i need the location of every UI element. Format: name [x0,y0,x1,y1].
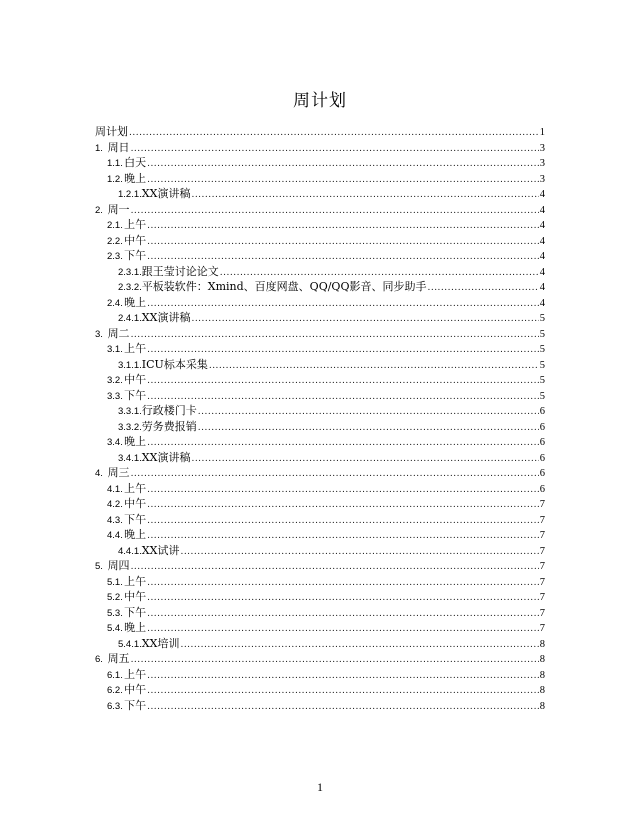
toc-entry-title: 跟王莹讨论论文 [141,264,219,278]
toc-entry[interactable] [95,543,545,559]
toc-entry-number: 5.1. [107,576,123,588]
toc-leader-dots [131,328,539,344]
toc-entry-page: 1 [539,127,545,138]
toc-entry-number: 5. [95,561,103,572]
page-number: 1 [317,780,323,794]
toc-entry-number: 3.1.1. [118,359,142,371]
toc-entry[interactable] [95,496,545,512]
toc-leader-dots [180,638,538,654]
toc-entry-title: XX培训 [141,636,180,650]
toc-entry-title: 周二 [107,326,130,340]
toc-entry-title: 中午 [124,497,147,510]
toc-entry-title: 中午 [124,590,147,603]
toc-entry[interactable] [95,388,545,404]
toc-entry-page: 4 [539,251,545,262]
toc-entry[interactable] [95,326,545,342]
toc-entry-number: 4. [95,468,103,479]
toc-entry-title: XX演讲稿 [141,450,191,464]
toc-entry-number: 2.3.2. [118,282,142,293]
toc-entry[interactable] [95,589,545,605]
toc-entry-title: 周一 [107,202,130,216]
toc-entry-page: 3 [539,173,545,185]
toc-entry[interactable] [95,682,545,698]
toc-entry-number: 2.3. [107,251,123,262]
toc-entry-page: 8 [539,700,545,712]
toc-leader-dots [147,591,539,607]
toc-entry[interactable] [95,279,545,295]
toc-entry-number: 2.1. [107,220,123,231]
page-title: 周计划 [293,91,347,111]
toc-leader-dots [198,405,539,421]
toc-entry-title: XX演讲稿 [141,187,191,200]
toc-entry-title: 周三 [107,466,130,479]
toc-entry-page: 7 [539,561,545,572]
toc-entry-number: 5.4.1. [118,638,142,650]
toc-entry-page: 5 [539,375,545,386]
toc-entry-title: 晚上 [124,528,147,541]
toc-entry-title: 上午 [124,667,147,681]
toc-entry[interactable] [95,341,545,357]
toc-entry-title: 中午 [124,683,147,696]
toc-entry-title: 晚上 [124,621,147,634]
toc-entry-page: 4 [539,204,545,216]
toc-entry[interactable] [95,527,545,543]
toc-entry[interactable] [95,481,545,497]
toc-entry[interactable] [95,450,545,466]
toc-leader-dots [427,281,538,297]
toc-leader-dots [198,421,539,437]
toc-entry-number: 3.3.2. [118,421,142,433]
toc-entry[interactable] [95,357,545,373]
toc-entry-number: 4.4. [107,530,123,541]
toc-leader-dots [147,498,539,514]
table-of-contents [95,124,545,713]
toc-entry-number: 2.3.1. [118,266,142,278]
toc-entry-number: 5.2. [107,592,123,603]
toc-entry-number: 5.3. [107,607,123,619]
toc-entry[interactable] [95,558,545,574]
toc-entry-title: 下午 [124,388,147,402]
toc-entry[interactable] [95,419,545,435]
toc-entry-page: 8 [539,669,545,681]
toc-entry-page: 4 [539,235,545,247]
toc-entry[interactable] [95,465,545,481]
toc-entry-page: 6 [539,437,545,448]
toc-entry[interactable] [95,186,545,202]
toc-entry[interactable] [95,651,545,667]
toc-entry-page: 6 [539,421,545,433]
toc-entry-title: 上午 [124,342,147,355]
toc-leader-dots [147,700,539,716]
toc-entry-number: 1.1. [107,158,123,169]
toc-entry-page: 5 [539,344,545,355]
toc-entry-title: 晚上 [124,295,147,309]
toc-entry-page: 5 [539,359,545,371]
toc-entry-number: 1.2.1. [118,189,142,200]
toc-leader-dots [147,219,539,235]
toc-entry-title: 下午 [124,512,147,526]
toc-entry[interactable] [95,434,545,450]
toc-entry-title: XX演讲稿 [141,311,191,324]
toc-entry-number: 6.2. [107,685,123,696]
toc-entry-title: ICU标本采集 [141,357,208,371]
toc-entry-number: 4.4.1. [118,545,142,557]
toc-leader-dots [147,576,539,592]
toc-leader-dots [147,514,539,530]
toc-entry-number: 3.2. [107,375,123,386]
toc-leader-dots [209,359,539,375]
toc-entry-number: 1. [95,142,103,154]
toc-entry[interactable] [95,202,545,218]
toc-entry[interactable] [95,217,545,233]
toc-entry-page: 7 [539,530,545,541]
toc-entry-number: 6. [95,654,103,665]
toc-entry[interactable] [95,620,545,636]
toc-entry-number: 5.4. [107,623,123,634]
toc-leader-dots [147,374,539,390]
toc-entry-title: 下午 [124,605,147,619]
toc-entry-number: 3.1. [107,344,123,355]
toc-entry[interactable] [95,403,545,419]
toc-entry[interactable] [95,698,545,714]
toc-entry-title: 上午 [124,574,147,588]
toc-entry-title: 劳务费报销 [141,419,197,433]
toc-entry-page: 3 [539,142,545,154]
toc-entry-page: 8 [539,638,545,650]
toc-entry-page: 4 [539,220,545,231]
toc-entry-number: 1.2. [107,173,123,185]
toc-entry-number: 2.2. [107,235,123,247]
toc-entry[interactable] [95,124,545,140]
toc-leader-dots [180,545,538,561]
toc-entry-title: 行政楼门卡 [141,404,197,417]
toc-entry-number: 3.4.1. [118,452,142,464]
toc-leader-dots [147,483,539,499]
toc-entry-page: 7 [539,607,545,619]
toc-entry-title: 周日 [107,140,130,154]
toc-entry-page: 5 [539,313,545,324]
toc-entry-page: 4 [539,282,545,293]
toc-entry-title: 白天 [124,156,147,169]
toc-leader-dots [131,467,539,483]
toc-entry-title: 晚上 [124,435,147,448]
toc-leader-dots [147,684,539,700]
toc-entry-title: 周计划 [95,125,128,138]
toc-entry-page: 7 [539,576,545,588]
toc-entry-page: 3 [539,158,545,169]
toc-leader-dots [131,560,539,576]
toc-entry-title: 下午 [124,698,147,712]
toc-entry-page: 7 [539,499,545,510]
toc-entry[interactable] [95,140,545,156]
toc-entry-page: 7 [539,514,545,526]
toc-entry[interactable] [95,264,545,280]
toc-entry-title: 下午 [124,249,147,262]
toc-leader-dots [147,529,539,545]
toc-entry-page: 7 [539,623,545,634]
toc-entry-page: 8 [539,654,545,665]
toc-leader-dots [147,390,539,406]
toc-leader-dots [147,607,539,623]
toc-entry-number: 2. [95,204,103,216]
toc-entry-page: 4 [539,266,545,278]
toc-entry-number: 2.4. [107,297,123,309]
toc-entry[interactable] [95,155,545,171]
toc-leader-dots [131,653,539,669]
toc-leader-dots [147,297,539,313]
toc-entry[interactable] [95,171,545,187]
toc-entry-page: 6 [539,468,545,479]
toc-entry-title: 上午 [124,218,147,231]
toc-entry-number: 6.1. [107,669,123,681]
toc-entry-number: 4.1. [107,483,123,495]
toc-entry-title: 周四 [107,559,130,572]
toc-entry[interactable] [95,667,545,683]
toc-entry-title: 中午 [124,373,147,386]
toc-entry-page: 8 [539,685,545,696]
toc-leader-dots [131,204,539,220]
toc-entry[interactable] [95,310,545,326]
toc-leader-dots [131,142,539,158]
toc-leader-dots [147,669,539,685]
toc-entry[interactable] [95,372,545,388]
toc-entry-number: 6.3. [107,700,123,712]
toc-entry[interactable] [95,574,545,590]
toc-entry-number: 4.3. [107,514,123,526]
toc-entry-number: 4.2. [107,499,123,510]
toc-entry-page: 7 [539,592,545,603]
toc-entry-page: 4 [539,189,545,200]
toc-entry[interactable] [95,248,545,264]
toc-entry[interactable] [95,295,545,311]
toc-entry[interactable] [95,636,545,652]
toc-entry-number: 3.3.1. [118,406,142,417]
toc-entry[interactable] [95,605,545,621]
toc-entry-page: 6 [539,406,545,417]
toc-entry-page: 5 [539,390,545,402]
toc-leader-dots [147,157,539,173]
toc-entry-page: 4 [539,297,545,309]
toc-entry-title: 上午 [124,481,147,495]
toc-entry-number: 3. [95,328,103,340]
toc-entry-title: 中午 [124,233,147,247]
toc-leader-dots [191,452,538,468]
toc-entry-title: 周五 [107,652,130,665]
toc-entry-number: 3.4. [107,437,123,448]
toc-entry-page: 5 [539,328,545,340]
toc-entry-page: 6 [539,452,545,464]
toc-entry-page: 7 [539,545,545,557]
toc-entry[interactable] [95,512,545,528]
toc-leader-dots [147,235,539,251]
toc-entry-title: 平板装软件：Xmind、百度网盘、QQ/QQ影音、同步助手 [141,280,427,293]
toc-entry-title: 晚上 [124,171,147,185]
toc-entry-page: 6 [539,483,545,495]
toc-entry-number: 2.4.1. [118,313,142,324]
toc-leader-dots [147,622,539,638]
toc-leader-dots [129,126,539,142]
toc-entry-number: 3.3. [107,390,123,402]
toc-leader-dots [191,312,538,328]
toc-leader-dots [147,436,539,452]
toc-leader-dots [191,188,538,204]
toc-leader-dots [147,173,539,189]
toc-entry[interactable] [95,233,545,249]
toc-entry-title: XX试讲 [141,543,180,557]
